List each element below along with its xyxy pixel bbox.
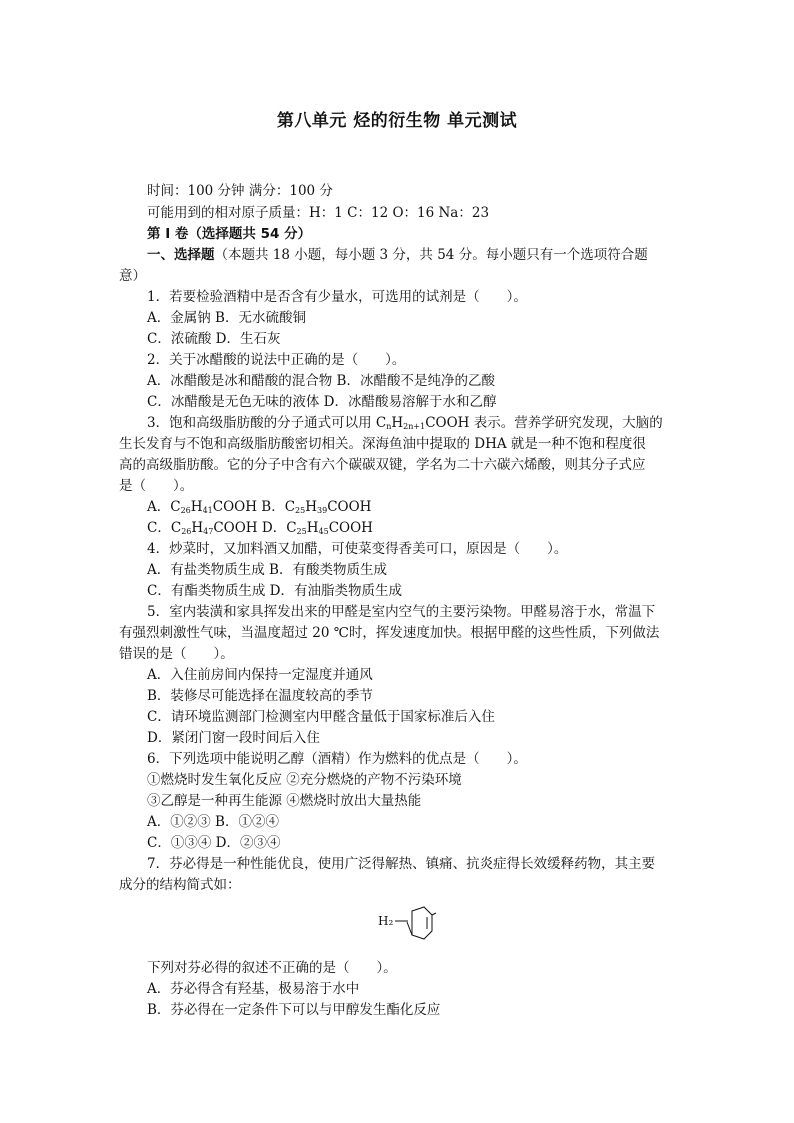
question-3-options-ab: [147, 498, 371, 516]
q3-text: 3．饱和高级脂肪酸的分子通式可以用 C: [147, 415, 387, 431]
bond-line: [432, 913, 436, 915]
question-6-stem: 6．下列选项中能说明乙醇（酒精）作为燃料的优点是（ ）。: [147, 751, 527, 767]
formula-text: COOH B．: [212, 499, 285, 515]
formula-text: H: [191, 520, 204, 536]
formula-text: C: [170, 499, 181, 515]
question-6-items-12: ①燃烧时发生氧化反应 ②充分燃烧的产物不污染环境: [147, 772, 462, 788]
question-2-options-ab: A．冰醋酸是冰和醋酸的混合物 B．冰醋酸不是纯净的乙酸: [147, 373, 495, 389]
question-7-stem: 下列对芬必得的叙述不正确的是（ ）。: [147, 960, 397, 976]
question-7-line-1: 7．芬必得是一种性能优良，使用广泛得解热、镇痛、抗炎症得长效缓释药物，其主要: [147, 856, 656, 872]
section-heading: 第 I 卷（选择题共 54 分）: [147, 226, 312, 242]
question-2-options-cd: C．冰醋酸是无色无味的液体 D．冰醋酸易溶解于水和乙醇: [147, 394, 497, 410]
formula-sub: 45: [318, 527, 329, 536]
exam-time: 时间：100 分钟 满分：100 分: [147, 183, 333, 199]
question-4-stem: 4．炒菜时，又加料酒又加醋，可使菜变得香美可口，原因是（ ）。: [147, 541, 568, 557]
question-1-options-ab: A．金属钠 B．无水硫酸铜: [147, 310, 306, 326]
q3-text: H: [391, 415, 404, 431]
question-5-line-3: 错误的是（ ）。: [119, 646, 234, 662]
question-1-stem: 1．若要检验酒精中是否含有少量水，可选用的试剂是（ ）。: [147, 289, 527, 305]
formula-text: C: [284, 499, 296, 515]
question-5-option-d: D．紧闭门窗一段时间后入住: [147, 730, 320, 746]
q3-sub: 2n+1: [403, 422, 426, 431]
q3-text: COOH 表示。营养学研究发现，大脑的: [425, 415, 663, 431]
formula-text: H: [306, 520, 319, 536]
question-5-option-b: B．装修尽可能选择在温度较高的季节: [147, 688, 373, 704]
formula-text: H: [190, 499, 203, 515]
formula-text: COOH D．: [213, 520, 287, 536]
formula-sub: 41: [202, 506, 213, 515]
question-6-options-ab: A．①②③ B．①②④: [147, 814, 279, 830]
formula-sub: 25: [296, 527, 307, 536]
formula-text: COOH: [328, 520, 373, 536]
formula-text: C: [286, 520, 297, 536]
question-7-option-a: A．芬必得含有羟基，极易溶于水中: [147, 981, 360, 997]
question-3-line-2: 生长发育与不饱和高级脂肪酸密切相关。深海鱼油中提取的 DHA 就是一种不饱和程度很: [119, 436, 646, 452]
formula-sub: 25: [295, 506, 306, 515]
question-7-line-2: 成分的结构简式如：: [119, 877, 241, 893]
benzene-ring: [412, 907, 432, 939]
formula-text: COOH: [327, 499, 372, 515]
formula-sub: 26: [181, 527, 192, 536]
structure-label: H₂: [378, 914, 394, 928]
question-7-option-b: B．芬必得在一定条件下可以与甲醇发生酯化反应: [147, 1002, 441, 1018]
question-3-line-1: [147, 414, 663, 432]
section-intro-rest: （本题共 18 小题，每小题 3 分，共 54 分。每小题只有一个选项符合题: [214, 247, 648, 263]
formula-sub: 47: [203, 527, 214, 536]
question-4-options-cd: C．有酯类物质生成 D．有油脂类物质生成: [147, 583, 402, 599]
section-intro-bold: 一、选择题: [147, 247, 215, 263]
question-5-option-a: A．入住前房间内保持一定湿度并通风: [147, 667, 373, 683]
question-3-options-cd: [147, 519, 373, 537]
question-5-line-2: 有强烈刺激性气味，当温度超过 20 ℃时，挥发速度加快。根据甲醛的这些性质，下列做法: [119, 625, 660, 641]
question-1-options-cd: C．浓硫酸 D．生石灰: [147, 331, 281, 347]
question-3-line-4: 是（ ）。: [119, 478, 194, 494]
formula-sub: 39: [317, 506, 328, 515]
q3-sub: n: [386, 422, 392, 431]
atomic-mass-info: 可能用到的相对原子质量：H：1 C：12 O：16 Na：23: [147, 205, 490, 221]
section-intro-continued: 意）: [119, 268, 146, 284]
question-3-line-3: 高的高级脂肪酸。它的分子中含有六个碳碳双键，学名为二十六碳六烯酸，则其分子式应: [119, 457, 646, 473]
formula-sub: 26: [180, 506, 191, 515]
option-label: A．: [147, 499, 171, 515]
question-6-items-34: ③乙醇是一种再生能源 ④燃烧时放出大量热能: [147, 793, 422, 809]
question-4-options-ab: A．有盐类物质生成 B．有酸类物质生成: [147, 562, 387, 578]
question-5-option-c: C．请环境监测部门检测室内甲醛含量低于国家标准后入住: [147, 709, 495, 725]
formula-text: H: [305, 499, 318, 515]
question-6-options-cd: C．①③④ D．②③④: [147, 835, 281, 851]
question-2-stem: 2．关于冰醋酸的说法中正确的是（ ）。: [147, 352, 406, 368]
question-5-line-1: 5．室内装潢和家具挥发出来的甲醛是室内空气的主要污染物。甲醛易溶于水，常温下: [147, 604, 656, 620]
ibuprofen-structure-diagram: [378, 903, 448, 943]
bond-line: [407, 922, 412, 935]
option-label: C．: [147, 520, 171, 536]
formula-text: C: [170, 520, 182, 536]
page-title: 第八单元 烃的衍生物 单元测试: [276, 111, 518, 131]
section-intro: [147, 246, 648, 264]
